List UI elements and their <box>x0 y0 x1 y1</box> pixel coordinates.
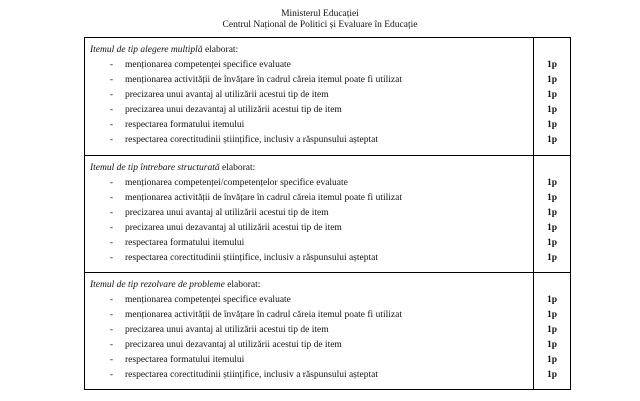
bullet-dash: - <box>109 355 113 365</box>
criterion-row <box>85 191 533 206</box>
criterion-row <box>85 323 533 338</box>
bullet-dash: - <box>109 340 113 350</box>
criterion-text: precizarea unui dezavantaj al utilizării acestui tip de item <box>125 105 342 115</box>
section-multiple-choice <box>85 38 570 156</box>
criterion-row <box>85 206 533 221</box>
criterion-text: precizarea unui avantaj al utilizării acestui tip de item <box>125 90 329 100</box>
criterion-row <box>85 118 533 133</box>
section-title-rest: elaborat: <box>202 45 239 55</box>
section-title-rest: elaborat: <box>224 280 261 290</box>
points-value: 1p <box>546 325 558 335</box>
criterion-text: precizarea unui avantaj al utilizării acestui tip de item <box>125 208 329 218</box>
criterion-text: menționarea competenței/competențelor specifice evaluate <box>125 178 348 188</box>
criterion-row <box>85 221 533 236</box>
bullet-dash: - <box>109 120 113 130</box>
points-value: 1p <box>546 370 558 380</box>
criterion-text: respectarea corectitudinii științifice, inclusiv a răspunsului așteptat <box>125 253 378 263</box>
points-value: 1p <box>546 90 558 100</box>
section-problem-solving <box>85 273 570 390</box>
criterion-row <box>85 308 533 323</box>
section-title-rest: elaborat: <box>219 163 256 173</box>
criterion-text: respectarea formatului itemului <box>125 238 245 248</box>
bullet-dash: - <box>109 370 113 380</box>
bullet-dash: - <box>109 105 113 115</box>
criterion-row <box>85 103 533 118</box>
bullet-dash: - <box>109 208 113 218</box>
points-value: 1p <box>546 75 558 85</box>
section-criteria-column <box>85 273 534 389</box>
points-value: 1p <box>546 193 558 203</box>
criterion-text: respectarea formatului itemului <box>125 355 245 365</box>
bullet-dash: - <box>109 75 113 85</box>
criterion-text: respectarea formatului itemului <box>125 120 245 130</box>
bullet-dash: - <box>109 60 113 70</box>
document-header <box>0 9 640 31</box>
criterion-text: precizarea unui dezavantaj al utilizării acestui tip de item <box>125 340 342 350</box>
section-structured-question <box>85 156 570 273</box>
section-title <box>85 161 533 176</box>
section-points-column <box>534 38 570 155</box>
points-value: 1p <box>546 178 558 188</box>
section-points-column <box>534 156 570 272</box>
bullet-dash: - <box>109 310 113 320</box>
points-value: 1p <box>546 355 558 365</box>
bullet-dash: - <box>109 238 113 248</box>
bullet-dash: - <box>109 253 113 263</box>
criterion-text: respectarea corectitudinii științifice, inclusiv a răspunsului așteptat <box>125 135 378 145</box>
section-title <box>85 278 533 293</box>
section-criteria-column <box>85 38 534 155</box>
bullet-dash: - <box>109 295 113 305</box>
bullet-dash: - <box>109 325 113 335</box>
points-value: 1p <box>546 105 558 115</box>
points-value: 1p <box>546 238 558 248</box>
criterion-row <box>85 176 533 191</box>
bullet-dash: - <box>109 135 113 145</box>
bullet-dash: - <box>109 90 113 100</box>
bullet-dash: - <box>109 223 113 233</box>
criterion-row <box>85 88 533 103</box>
points-value: 1p <box>546 223 558 233</box>
header-center: Centrul Național de Politici și Evaluare în Educație <box>222 20 418 30</box>
criterion-text: menționarea activității de învățare în cadrul căreia itemul poate fi utilizat <box>125 75 402 85</box>
section-title-italic: Itemul de tip rezolvare de probleme <box>90 280 225 290</box>
points-value: 1p <box>546 253 558 263</box>
criterion-row <box>85 73 533 88</box>
bullet-dash: - <box>109 178 113 188</box>
criterion-row <box>85 236 533 251</box>
points-value: 1p <box>546 60 558 70</box>
section-title-italic: Itemul de tip întrebare structurată <box>90 163 220 173</box>
criterion-row <box>85 58 533 73</box>
criterion-text: menționarea activității de învățare în cadrul căreia itemul poate fi utilizat <box>125 310 402 320</box>
criterion-row <box>85 353 533 368</box>
section-title <box>85 43 533 58</box>
bullet-dash: - <box>109 193 113 203</box>
points-value: 1p <box>546 120 558 130</box>
criterion-row <box>85 293 533 308</box>
points-value: 1p <box>546 340 558 350</box>
points-value: 1p <box>546 310 558 320</box>
section-title-italic: Itemul de tip alegere multiplă <box>90 45 203 55</box>
points-value: 1p <box>546 295 558 305</box>
header-ministry: Ministerul Educației <box>281 9 359 19</box>
criterion-text: menționarea competenței specifice evaluate <box>125 60 291 70</box>
points-value: 1p <box>546 208 558 218</box>
criterion-text: menționarea activității de învățare în cadrul căreia itemul poate fi utilizat <box>125 193 402 203</box>
criterion-text: respectarea corectitudinii științifice, inclusiv a răspunsului așteptat <box>125 370 378 380</box>
criterion-row <box>85 338 533 353</box>
section-criteria-column <box>85 156 534 272</box>
criterion-row <box>85 368 533 383</box>
criterion-text: precizarea unui avantaj al utilizării acestui tip de item <box>125 325 329 335</box>
section-points-column <box>534 273 570 389</box>
points-value: 1p <box>546 135 558 145</box>
criterion-row <box>85 251 533 266</box>
scoring-table <box>84 37 571 390</box>
criterion-text: menționarea competenței specifice evaluate <box>125 295 291 305</box>
criterion-text: precizarea unui dezavantaj al utilizării acestui tip de item <box>125 223 342 233</box>
criterion-row <box>85 133 533 148</box>
